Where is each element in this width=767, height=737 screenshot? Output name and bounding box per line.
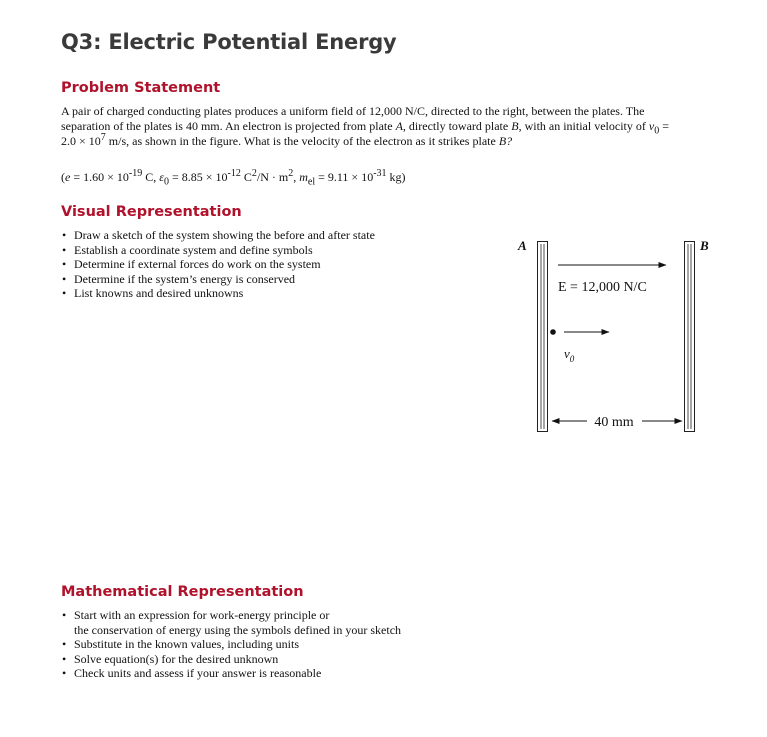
plate-a-label: A: [518, 238, 527, 253]
visual-representation-heading: Visual Representation: [61, 204, 242, 220]
list-item: • Start with an expression for work-energy principle or the conservation of energy using the symbols defined in your sketch: [61, 608, 401, 637]
problem-statement-heading: Problem Statement: [61, 80, 221, 96]
list-item: • List knowns and desired unknowns: [61, 286, 375, 301]
plate-a: [538, 242, 548, 432]
list-item: • Determine if external forces do work on the system: [61, 257, 375, 272]
plate-b-label: B: [700, 238, 709, 253]
visual-checklist: [61, 228, 375, 301]
list-item: • Substitute in the known values, including units: [61, 637, 401, 652]
mathematical-representation-heading: Mathematical Representation: [61, 584, 304, 600]
distance-label: 40 mm: [594, 415, 634, 430]
field-label: E = 12,000 N/C: [558, 280, 647, 295]
math-checklist: [61, 608, 401, 681]
list-item: • Determine if the system’s energy is conserved: [61, 272, 375, 287]
constants-line: ($e = 1.60 \times 10^{-19}$ C, $\varepsilon_0 = 8.85 \times 10^{-12}$ $C^2/N \cdot m^2$, $m_{el} = 9.11 \times 10^{-31}$ kg): [61, 168, 406, 188]
velocity-label: $v_0$: [564, 346, 575, 364]
page-title: Q3: Electric Potential Energy: [61, 30, 397, 54]
capacitor-figure: [500, 232, 730, 442]
problem-statement-text: A pair of charged conducting plates produces a uniform field of 12,000 N/C, directed to the right, between the plates. The separation of the plates is 40 mm. An electron is projected from plate A, directly toward plate B, with an initial velocity of $v_0 = 2.0 \times 10^7$ m/s, as shown in the figure. What is the velocity of the electron as it strikes plate B?: [61, 104, 669, 148]
list-item: • Solve equation(s) for the desired unknown: [61, 652, 401, 667]
electron-dot: [550, 329, 556, 335]
list-item: • Draw a sketch of the system showing the before and after state: [61, 228, 375, 243]
plate-b: [685, 242, 695, 432]
list-item: • Establish a coordinate system and define symbols: [61, 243, 375, 258]
list-item: • Check units and assess if your answer is reasonable: [61, 666, 401, 681]
